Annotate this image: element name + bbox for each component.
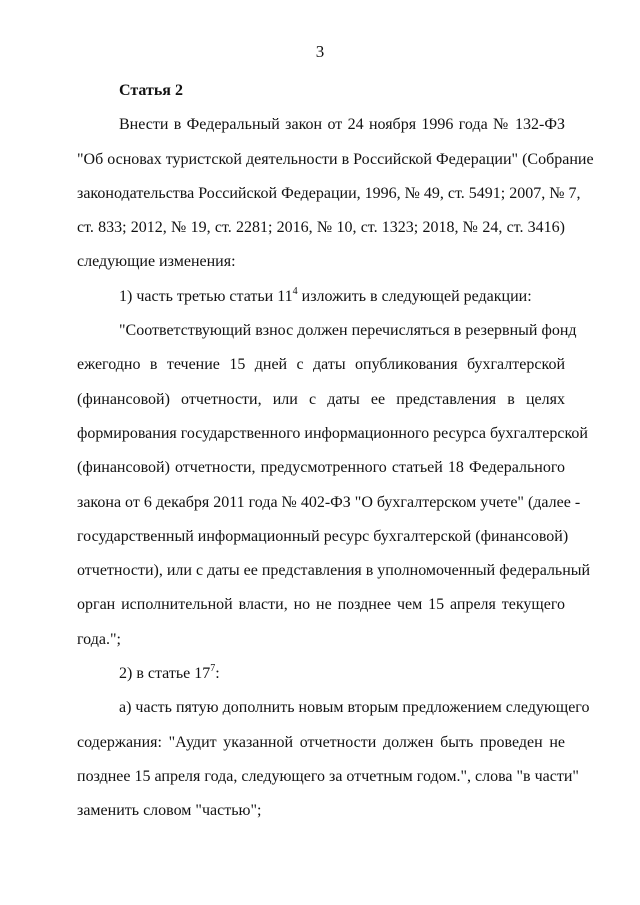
- item-2-paragraph: [77, 657, 565, 691]
- paragraph-line: (финансовой) отчетности, предусмотренного статьей 18 Федерального: [77, 459, 565, 477]
- paragraph-line: формирования государственного информационного ресурса бухгалтерской: [77, 424, 588, 442]
- item-1-text-continued: изложить в следующей редакции:: [297, 287, 532, 305]
- paragraph-line: государственный информационный ресурс бухгалтерской (финансовой): [77, 527, 569, 545]
- paragraph-line: позднее 15 апреля года, следующего за отчетным годом.", слова "в части": [77, 767, 579, 785]
- paragraph-line: ст. 833; 2012, № 19, ст. 2281; 2016, № 10, ст. 1323; 2018, № 24, ст. 3416): [77, 219, 565, 237]
- paragraph-line: закона от 6 декабря 2011 года № 402-ФЗ "О бухгалтерском учете" (далее -: [77, 493, 581, 511]
- item-2-text: 2) в статье 17: [119, 665, 211, 683]
- item-1-superscript: 4: [292, 285, 298, 297]
- paragraph-line: Внести в Федеральный закон от 24 ноября 1996 года № 132-ФЗ: [119, 116, 565, 134]
- paragraph-line: года.";: [77, 630, 121, 648]
- quoted-amendment-paragraph: [77, 314, 591, 657]
- paragraph-line: (финансовой) отчетности, или с даты ее представления в целях: [77, 390, 565, 408]
- paragraph-line: содержания: "Аудит указанной отчетности должен быть проведен не: [77, 733, 565, 751]
- item-1-paragraph: [77, 280, 565, 314]
- article-heading: Статья 2: [119, 82, 183, 99]
- paragraph-line: орган исполнительной власти, но не позднее чем 15 апреля текущего: [77, 596, 565, 614]
- paragraph-line: отчетности), или с даты ее представления в уполномоченный федеральный: [77, 562, 591, 580]
- subitem-a-paragraph: [77, 691, 590, 828]
- document-body: [77, 74, 594, 829]
- paragraph-line: ежегодно в течение 15 дней с даты опубликования бухгалтерской: [77, 356, 565, 374]
- paragraph-line: "Соответствующий взнос должен перечисляться в резервный фонд: [119, 322, 577, 340]
- item-2-superscript: 7: [210, 663, 216, 675]
- paragraph-line: заменить словом "частью";: [77, 802, 262, 820]
- item-1-text: 1) часть третью статьи 11: [119, 287, 293, 305]
- article-intro-paragraph: [77, 108, 594, 279]
- paragraph-line: законодательства Российской Федерации, 1996, № 49, ст. 5491; 2007, № 7,: [77, 184, 581, 202]
- paragraph-line: "Об основах туристской деятельности в Российской Федерации" (Собрание: [77, 150, 594, 168]
- paragraph-line: следующие изменения:: [77, 253, 236, 271]
- item-2-text-continued: :: [215, 665, 220, 683]
- paragraph-line: а) часть пятую дополнить новым вторым предложением следующего: [119, 699, 590, 717]
- page-number: 3: [315, 42, 325, 61]
